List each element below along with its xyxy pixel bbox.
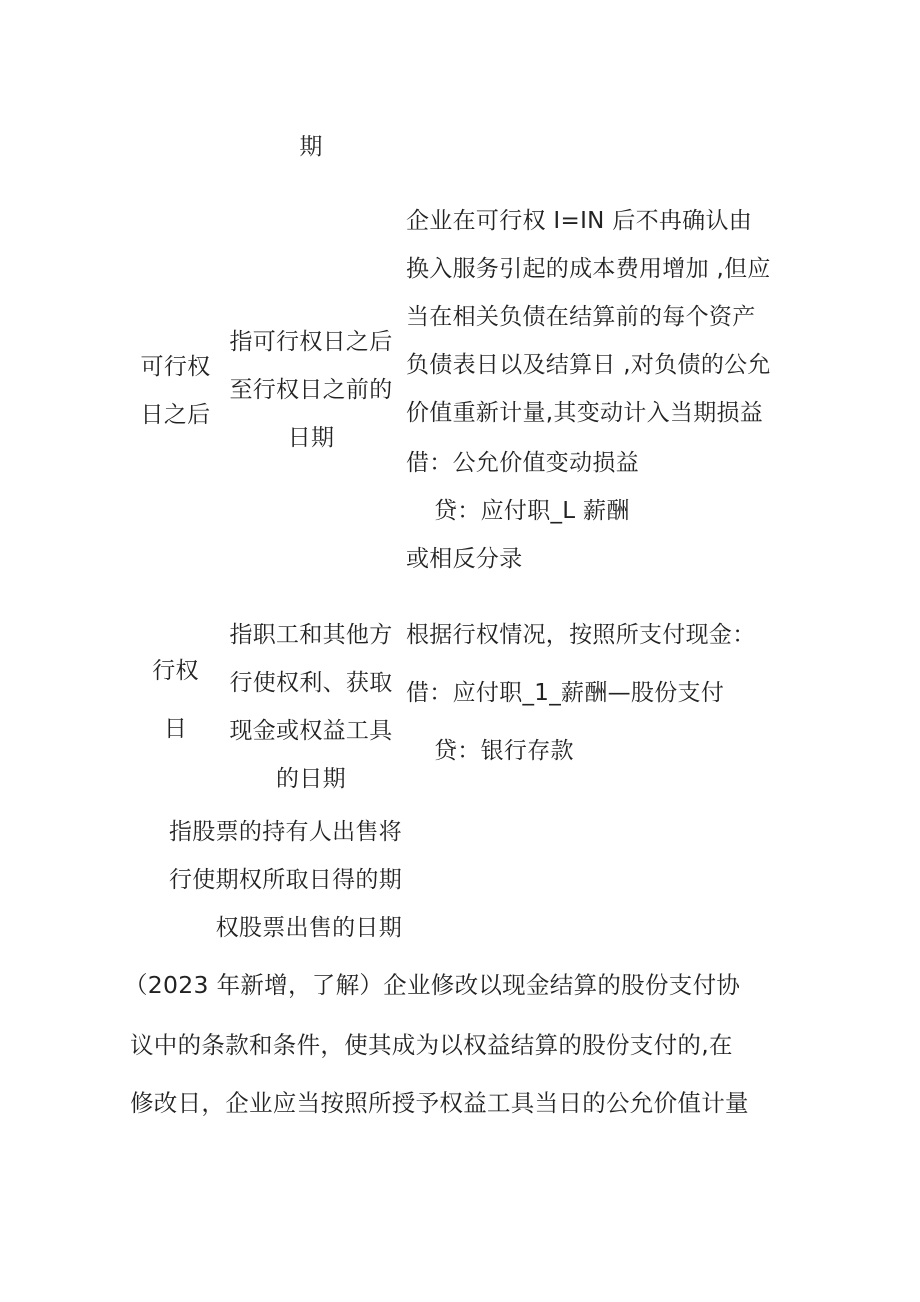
accounting-text: 负债表日以及结算日 ,对负债的公允 <box>406 352 771 378</box>
definition-text: 权股票出售的日期 <box>215 915 402 941</box>
accounting-text: 换入服务引起的成本费用增加 ,但应 <box>406 256 771 282</box>
term-label: 日之后 <box>140 402 211 428</box>
definition-text: 现金或权益工具 <box>229 718 393 744</box>
definition-text: 的日期 <box>276 766 346 792</box>
journal-credit: 贷：应付职_L 薪酬 <box>434 498 630 524</box>
term-label: 可行权 <box>140 354 211 380</box>
accounting-text: 企业在可行权 I=IN 后不冉确认由 <box>406 208 753 234</box>
paragraph-line: 议中的条款和条件，使其成为以权益结算的股份支付的,在 <box>130 1031 733 1059</box>
definition-text: 至行权日之前的 <box>229 377 393 403</box>
term-label: 行权 <box>152 658 199 684</box>
definition-text: 指股票的持有人出售将 <box>169 819 402 845</box>
definition-text: 行使权利、获取 <box>229 670 393 696</box>
paragraph-line: （2023 年新增，了解）企业修改以现金结算的股份支付协 <box>124 971 741 999</box>
definition-text: 指可行权日之后 <box>229 329 393 355</box>
accounting-text: 当在相关负债在结算前的每个资产 <box>406 304 756 330</box>
paragraph-line: 修改日，企业应当按照所授予权益工具当日的公允价值计量 <box>130 1089 749 1117</box>
accounting-text: 价值重新计量,其变动计入当期损益 <box>406 400 764 426</box>
journal-debit: 借：应付职_1_薪酬—股份支付 <box>406 680 725 706</box>
definition-text: 指职工和其他方 <box>229 622 393 648</box>
accounting-text: 或相反分录 <box>406 546 523 572</box>
journal-debit: 借：公允价值变动损益 <box>406 450 639 476</box>
term-label: 日 <box>163 716 188 742</box>
accounting-text: 根据行权情况，按照所支付现金： <box>406 622 756 648</box>
journal-credit: 贷：银行存款 <box>434 738 574 764</box>
definition-text: 日期 <box>287 425 335 451</box>
definition-text: 期 <box>299 134 323 160</box>
definition-text: 行使期权所取日得的期 <box>169 867 402 893</box>
